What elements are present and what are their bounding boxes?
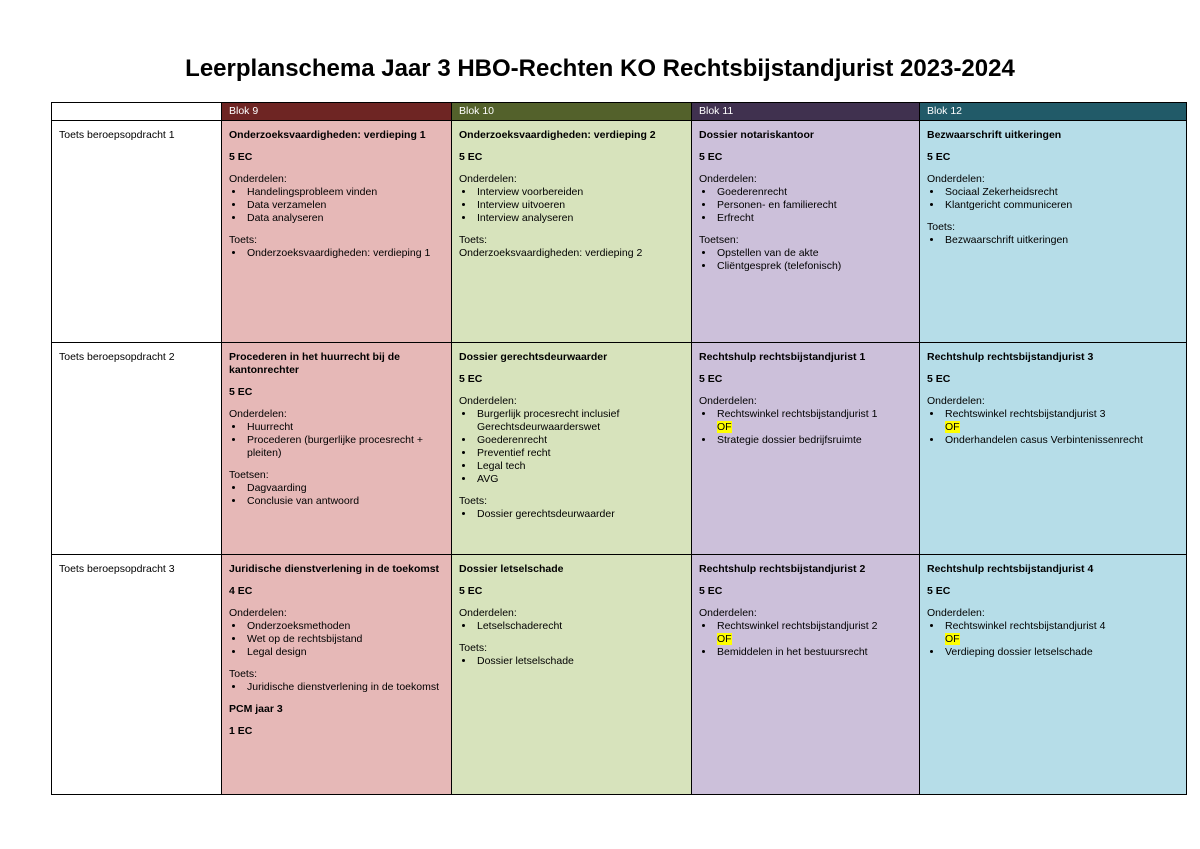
section-label: Toetsen: bbox=[229, 469, 269, 481]
cell-blok-12 bbox=[920, 555, 1187, 795]
section-label: Toets: bbox=[459, 642, 488, 654]
list-item: • Cliëntgesprek (telefonisch) bbox=[715, 260, 912, 273]
course-title: Rechtshulp rechtsbijstandjurist 2 bbox=[699, 563, 866, 575]
section-label: Onderdelen: bbox=[699, 395, 757, 407]
section-label: Onderdelen: bbox=[459, 395, 517, 407]
list-item bbox=[943, 620, 1179, 646]
ec-value: 4 EC bbox=[229, 585, 253, 597]
table-row bbox=[52, 121, 1187, 343]
section-label: Toets: bbox=[459, 234, 488, 246]
ec-value: 5 EC bbox=[459, 585, 483, 597]
section-label: Toets: bbox=[229, 234, 258, 246]
header-empty-cell bbox=[52, 103, 222, 121]
toets-text: Onderzoeksvaardigheden: verdieping 2 bbox=[459, 247, 643, 259]
onderdelen-list bbox=[229, 186, 444, 225]
cell-blok-10 bbox=[452, 343, 692, 555]
row-label: Toets beroepsopdracht 1 bbox=[52, 121, 222, 343]
ec-value: 5 EC bbox=[459, 151, 483, 163]
section-label: Onderdelen: bbox=[459, 607, 517, 619]
list-item: • Personen- en familierecht bbox=[715, 199, 912, 212]
list-item: • Verdieping dossier letselschade bbox=[943, 646, 1179, 659]
list-item: • Wet op de rechtsbijstand bbox=[245, 633, 444, 646]
cell-blok-11 bbox=[692, 121, 920, 343]
course-title: Bezwaarschrift uitkeringen bbox=[927, 129, 1062, 141]
row-label: Toets beroepsopdracht 3 bbox=[52, 555, 222, 795]
row-label: Toets beroepsopdracht 2 bbox=[52, 343, 222, 555]
table-row bbox=[52, 343, 1187, 555]
section-label: Onderdelen: bbox=[927, 395, 985, 407]
list-item: • Juridische dienstverlening in de toekomst bbox=[245, 681, 444, 694]
list-item-text: Rechtswinkel rechtsbijstandjurist 2 bbox=[717, 620, 878, 632]
list-item bbox=[943, 408, 1179, 434]
toets-list bbox=[459, 655, 684, 668]
toets-list bbox=[229, 482, 444, 508]
onderdelen-list bbox=[927, 186, 1179, 212]
toets-list bbox=[229, 247, 444, 260]
course-title: Dossier notariskantoor bbox=[699, 129, 814, 141]
section-label: Onderdelen: bbox=[927, 607, 985, 619]
header-blok-10: Blok 10 bbox=[452, 103, 692, 121]
list-item bbox=[715, 620, 912, 646]
of-highlight: OF bbox=[717, 633, 732, 645]
ec-value: 5 EC bbox=[927, 151, 951, 163]
cell-blok-10 bbox=[452, 555, 692, 795]
ec-value: 5 EC bbox=[459, 373, 483, 385]
section-label: Onderdelen: bbox=[229, 607, 287, 619]
cell-blok-9 bbox=[222, 555, 452, 795]
cell-blok-11 bbox=[692, 555, 920, 795]
cell-blok-9 bbox=[222, 121, 452, 343]
list-item: • Handelingsprobleem vinden bbox=[245, 186, 444, 199]
list-item: • Dagvaarding bbox=[245, 482, 444, 495]
list-item-text: Rechtswinkel rechtsbijstandjurist 1 bbox=[717, 408, 878, 420]
onderdelen-list bbox=[699, 186, 912, 225]
course-title: Rechtshulp rechtsbijstandjurist 3 bbox=[927, 351, 1094, 363]
ec-value: 5 EC bbox=[229, 151, 253, 163]
course-title: Onderzoeksvaardigheden: verdieping 2 bbox=[459, 129, 656, 141]
of-highlight: OF bbox=[717, 421, 732, 433]
ec-value: 5 EC bbox=[927, 585, 951, 597]
list-item: • Erfrecht bbox=[715, 212, 912, 225]
onderdelen-list bbox=[699, 408, 912, 447]
list-item: • Onderzoeksmethoden bbox=[245, 620, 444, 633]
toets-list bbox=[229, 681, 444, 694]
of-highlight: OF bbox=[945, 633, 960, 645]
ec-value: 5 EC bbox=[699, 373, 723, 385]
section-label: Onderdelen: bbox=[459, 173, 517, 185]
list-item-text: Rechtswinkel rechtsbijstandjurist 3 bbox=[945, 408, 1106, 420]
ec-value: 1 EC bbox=[229, 725, 253, 737]
list-item: • Klantgericht communiceren bbox=[943, 199, 1179, 212]
list-item: • Interview voorbereiden bbox=[475, 186, 684, 199]
course-title: Rechtshulp rechtsbijstandjurist 1 bbox=[699, 351, 866, 363]
list-item: • Procederen (burgerlijke procesrecht + pleiten) bbox=[245, 434, 444, 460]
list-item: • Strategie dossier bedrijfsruimte bbox=[715, 434, 912, 447]
list-item: • Interview analyseren bbox=[475, 212, 684, 225]
section-label: Onderdelen: bbox=[229, 408, 287, 420]
list-item: • Data verzamelen bbox=[245, 199, 444, 212]
course-title: Procederen in het huurrecht bij de kantonrechter bbox=[229, 351, 400, 376]
header-row bbox=[52, 103, 1187, 121]
list-item bbox=[715, 408, 912, 434]
list-item: • Dossier gerechtsdeurwaarder bbox=[475, 508, 684, 521]
curriculum-table bbox=[51, 102, 1187, 795]
onderdelen-list bbox=[927, 620, 1179, 659]
ec-value: 5 EC bbox=[229, 386, 253, 398]
section-label: Onderdelen: bbox=[927, 173, 985, 185]
cell-blok-12 bbox=[920, 343, 1187, 555]
cell-blok-10 bbox=[452, 121, 692, 343]
toets-list bbox=[699, 247, 912, 273]
onderdelen-list bbox=[229, 421, 444, 460]
header-blok-12: Blok 12 bbox=[920, 103, 1187, 121]
course-title: Dossier gerechtsdeurwaarder bbox=[459, 351, 608, 363]
list-item: • Legal design bbox=[245, 646, 444, 659]
list-item: • Onderzoeksvaardigheden: verdieping 1 bbox=[245, 247, 444, 260]
ec-value: 5 EC bbox=[699, 151, 723, 163]
course-title: Rechtshulp rechtsbijstandjurist 4 bbox=[927, 563, 1094, 575]
ec-value: 5 EC bbox=[699, 585, 723, 597]
of-highlight: OF bbox=[945, 421, 960, 433]
list-item-text: Rechtswinkel rechtsbijstandjurist 4 bbox=[945, 620, 1106, 632]
list-item: • AVG bbox=[475, 473, 684, 486]
list-item: • Legal tech bbox=[475, 460, 684, 473]
course-title: Onderzoeksvaardigheden: verdieping 1 bbox=[229, 129, 426, 141]
header-blok-11: Blok 11 bbox=[692, 103, 920, 121]
section-label: Onderdelen: bbox=[699, 173, 757, 185]
onderdelen-list bbox=[459, 186, 684, 225]
section-label: Onderdelen: bbox=[229, 173, 287, 185]
list-item: • Data analyseren bbox=[245, 212, 444, 225]
list-item: • Onderhandelen casus Verbintenissenrecht bbox=[943, 434, 1179, 447]
onderdelen-list bbox=[927, 408, 1179, 447]
table-row bbox=[52, 555, 1187, 795]
cell-blok-12 bbox=[920, 121, 1187, 343]
toets-list bbox=[459, 508, 684, 521]
cell-blok-9 bbox=[222, 343, 452, 555]
toets-list bbox=[927, 234, 1179, 247]
list-item: • Burgerlijk procesrecht inclusief Gerechtsdeurwaarderswet bbox=[475, 408, 684, 434]
page-title: Leerplanschema Jaar 3 HBO-Rechten KO Rechtsbijstandjurist 2023-2024 bbox=[185, 55, 1015, 82]
onderdelen-list bbox=[229, 620, 444, 659]
section-label: Toetsen: bbox=[699, 234, 739, 246]
list-item: • Goederenrecht bbox=[475, 434, 684, 447]
onderdelen-list bbox=[699, 620, 912, 659]
list-item: • Interview uitvoeren bbox=[475, 199, 684, 212]
course-title: Juridische dienstverlening in de toekomst bbox=[229, 563, 440, 575]
list-item: • Sociaal Zekerheidsrecht bbox=[943, 186, 1179, 199]
course-title: PCM jaar 3 bbox=[229, 703, 283, 715]
ec-value: 5 EC bbox=[927, 373, 951, 385]
section-label: Toets: bbox=[459, 495, 488, 507]
list-item: • Dossier letselschade bbox=[475, 655, 684, 668]
onderdelen-list bbox=[459, 408, 684, 486]
list-item: • Bezwaarschrift uitkeringen bbox=[943, 234, 1179, 247]
list-item: • Preventief recht bbox=[475, 447, 684, 460]
list-item: • Opstellen van de akte bbox=[715, 247, 912, 260]
onderdelen-list bbox=[459, 620, 684, 633]
cell-blok-11 bbox=[692, 343, 920, 555]
section-label: Toets: bbox=[229, 668, 258, 680]
list-item: • Huurrecht bbox=[245, 421, 444, 434]
header-blok-9: Blok 9 bbox=[222, 103, 452, 121]
list-item: • Conclusie van antwoord bbox=[245, 495, 444, 508]
list-item: • Bemiddelen in het bestuursrecht bbox=[715, 646, 912, 659]
section-label: Onderdelen: bbox=[699, 607, 757, 619]
section-label: Toets: bbox=[927, 221, 956, 233]
list-item: • Goederenrecht bbox=[715, 186, 912, 199]
list-item: • Letselschaderecht bbox=[475, 620, 684, 633]
course-title: Dossier letselschade bbox=[459, 563, 564, 575]
